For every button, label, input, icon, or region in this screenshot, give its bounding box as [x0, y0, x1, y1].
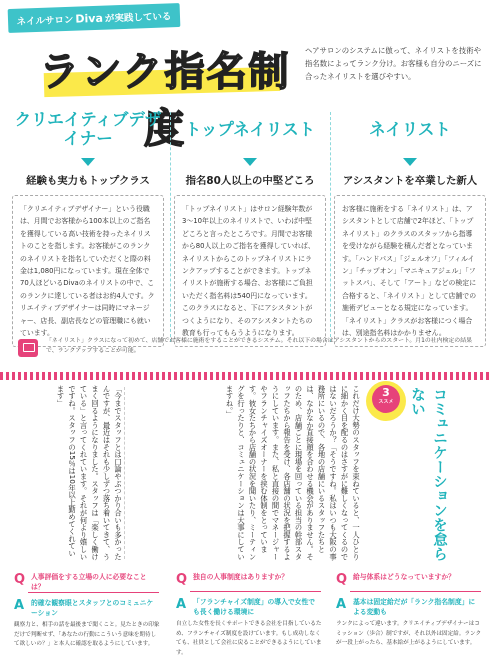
rank-description: 「トップネイリスト」はサロン経験年数が3〜10年以上のネイリストで、いわば中堅どころと言ったところです。月間でお客様から80人以上のご指名を獲得していれば、ネイリストからこのトップネイリストにランクアップすることができます。トップネイリストが施術する場合、お客様にご負担いただく指名料は540円になっています。このクラスになると、下にアシスタントがつくようになり、そのアシスタントたちの教育も行ってもらうようになります。 [174, 195, 326, 347]
salon-prefix: ネイルサロン [16, 14, 74, 28]
note-text: 「ネイリスト」クラスになって初めて、店舗でお客様に施術をすることができるシステム。それ以下の場合はアシスタントからのスタート。月1の社内検定の結果で、ランクアップすることが可能。 [46, 338, 472, 354]
divider-stripe [0, 372, 491, 380]
section-heading: コミュニケーションを怠らない [409, 387, 447, 561]
column-divider [124, 387, 125, 559]
down-triangle-icon [403, 158, 417, 166]
answer-headline: 基本は固定給だが「ランク指名制度」による変動も [353, 598, 476, 616]
salon-suffix: が実践している [104, 11, 172, 25]
down-triangle-icon [81, 158, 95, 166]
question-icon: Q [176, 572, 188, 587]
rank-title: クリエイティブデザイナー [14, 110, 162, 148]
answer-icon: A [176, 597, 187, 612]
answer-body: 観察力と、相手の話を最後まで聞くこと。見たときの印象だけで判断せず、「あなたの行動にこういう意味を期待して欲しいの？」と本人に確認を取るようにしています。 [14, 622, 160, 647]
question-icon: Q [336, 572, 348, 587]
answer-body: 自立した女性を長くサポートできる会社を目指しているため、フランチャイズ制度を設けています。もし成功しなくても、社員として会社に戻ることができるようにしています。 [176, 621, 322, 656]
answer-icon: A [336, 597, 347, 612]
note-icon [18, 339, 38, 357]
rank-subtitle: 経験も実力もトップクラス [26, 175, 150, 187]
intro-text: ヘアサロンのシステムに倣って、ネイリストを技術や指名数によってランク分け。お客様も自分のニーズに合ったネイリストを選びやすい。 [305, 46, 482, 81]
qa-item [176, 572, 326, 658]
rank-note [14, 333, 486, 367]
down-triangle-icon [243, 158, 257, 166]
rank-column-nailist [334, 104, 486, 347]
rank-description: 「クリエイティブデザイナー」という役職は、月間でお客様から100本以上のご指名を獲得している高い技術を持ったネイリストのことを指します。お客様がこのランクのネイリストを指名していただくと際の料金は1,080円になっています。現在全体で70人ほどいるDivaのネイリストの中で、このランクに達している者はお約4人です。クリエイティブデザイナーは同時にマネージャー、店長、副店長などの管理職にも就いています。 [12, 195, 164, 347]
answer-headline: 「フランチャイズ制度」の導入で女性でも長く働ける環境に [193, 598, 316, 616]
column-divider [330, 112, 332, 342]
question-icon: Q [14, 572, 26, 587]
rank-title: トップネイリスト [184, 119, 316, 139]
qa-item [336, 572, 486, 649]
rank-title: ネイリスト [369, 119, 451, 139]
rank-column-top-nailist [174, 104, 326, 347]
question-text: 給与体系はどうなっていますか？ [350, 572, 481, 592]
answer-headline: 的確な観察眼とスタッフとのコミュニケーション [31, 599, 154, 617]
column-divider [170, 112, 172, 342]
answer-body: ランクによって違います。クリエイティブデザイナーはコミッション（歩合）制ですが、それ以外は固定給。ランクが一段上がったら、基本給が上がるようにしています。 [336, 621, 482, 646]
badge-number: 3 [382, 386, 390, 399]
section-badge [372, 385, 400, 413]
badge-label: ススメ [378, 399, 394, 405]
rank-subtitle: アシスタントを卒業した新人 [342, 175, 478, 187]
section-communication [8, 385, 486, 567]
page-title: ランク指名制度 [39, 49, 291, 152]
rank-description: お客様に施術をする「ネイリスト」は、アシスタントとして店舗で2年ほど、「トップネイリスト」のクラスのスタッフから指導を受けながら経験を積んだ者となっています。「ハンドパス」「ジェルオフ」「フィルイン」「チップオン」「マニキュアジェル」「フットスパ」、そして「アート」などの検定に合格すると、「ネイリスト」として店舗での施術デビューとなる規定になっています。「ネイリスト」クラスがお客様につく場合は、別途指名料はかかりません。 [334, 195, 486, 347]
salon-name: Diva [75, 11, 104, 26]
answer-icon: A [14, 598, 25, 613]
article-column-a: これだけ大勢のスタッフを束ねていると、一人ひとりに細かく目を配るのはさすがに難しくなってくるのではないだろうか？「そうですね。私はいつも大阪の事務所にいるので、各地の店舗にいるスタッフたちとは、なかなか直接顔を合わせる機会がありません。そのため、店舗ごとに現場を回っている担当の幹部スタッフたちから報告を受け、各店舗の状況を把握するようにしています。また、私と直接の間でマネージャーやフランチャイズオーナーを挟む体制をとっています。彼女たちから店舗の状況を聞いたり、ミーティングを行ったりと、コミュニケーションは大事にしていますね。」 [225, 385, 361, 561]
rank-column-creative-designer [12, 104, 164, 347]
article-column-b: 「今までスタッフとは口論やぶつかり合いも多かったんですが、最近はそれも少しずつ落ち着いてきて、うまく回るようになりました。スタッフは「楽しく働けている」と言ってくれています。それが何より嬉しいですね。スタッフの15％は10年以上勤めてくれています」 [56, 385, 123, 561]
question-text: 独自の人事制度はありますか？ [190, 572, 321, 592]
salon-tag [8, 3, 181, 33]
question-text: 人事評価をする立場の人に必要なことは？ [28, 572, 159, 593]
rank-subtitle: 指名80人以上の中堅どころ [185, 175, 315, 187]
qa-section [8, 572, 486, 658]
qa-item [14, 572, 164, 650]
